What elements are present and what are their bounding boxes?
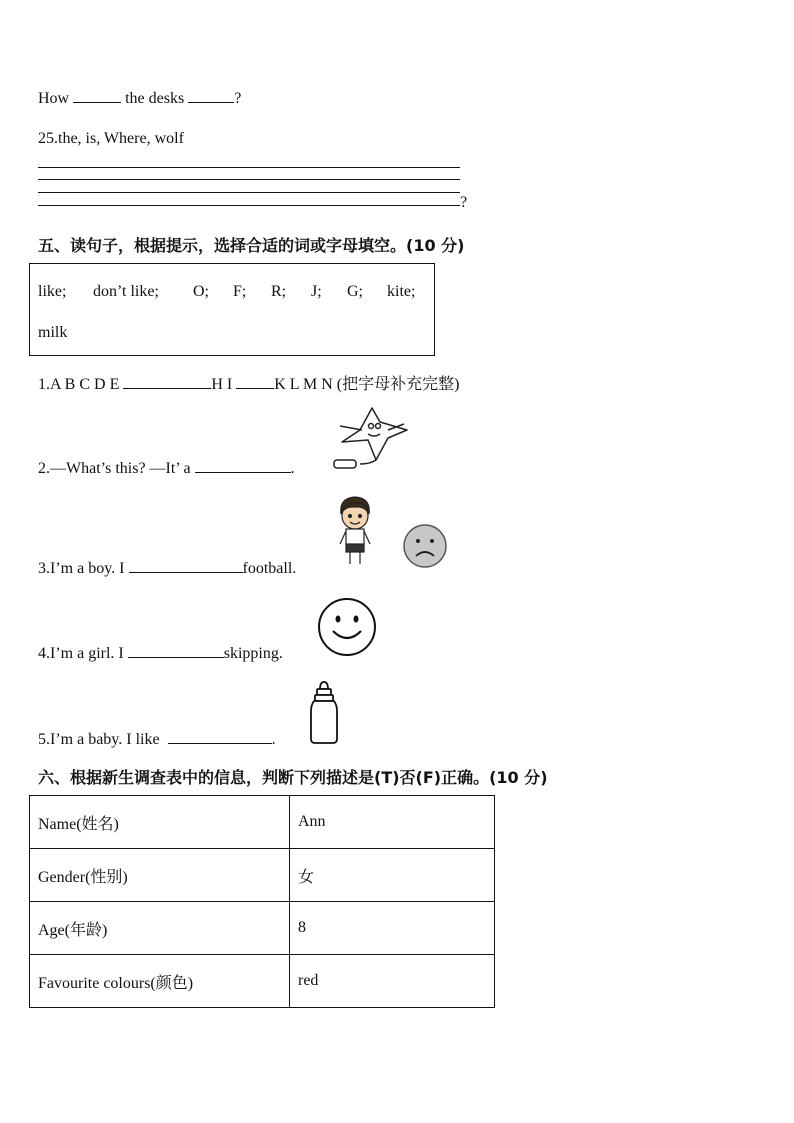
baby-bottle-icon [307,679,341,745]
s5-item-5-blank[interactable] [168,729,272,744]
word-bank-item: O; [193,283,209,300]
s5-item-4-post: skipping. [223,645,283,662]
s5-item-3-pre: 3.I’m a boy. I [38,560,125,577]
s5-item-3-post: football. [242,560,297,577]
s5-item-2-post: . [290,460,295,477]
table-row [30,902,495,955]
word-bank-item: F; [233,283,247,300]
s5-item-1-post: K L M N (把字母补充完整) [274,376,460,393]
q25-prompt: 25.the, is, Where, wolf [38,130,184,147]
s5-item-1 [38,371,459,394]
table-cell: 女 [290,849,495,902]
table-cell: Name(姓名) [30,796,290,849]
word-bank-item: kite; [387,283,416,300]
s5-item-4-pre: 4.I’m a girl. I [38,645,124,662]
table-row [30,955,495,1008]
q24-blank-1[interactable] [73,88,121,103]
s5-item-1-pre: 1.A B C D E [38,376,120,393]
q24-blank-2[interactable] [188,88,234,103]
table-row [30,796,495,849]
kite-icon [330,404,410,472]
word-bank [29,263,435,356]
q25-answer-line-1[interactable] [38,167,460,168]
s5-item-1-blank-2[interactable] [236,374,274,389]
survey-table [29,795,495,1008]
word-bank-item: milk [38,324,68,341]
section5-heading: 五、读句子，根据提示，选择合适的词或字母填空。(10 分) [38,236,465,255]
table-cell: Age(年龄) [30,902,290,955]
s5-item-5 [38,729,276,749]
word-bank-item: don’t like; [93,283,159,300]
q25-answer-line-2[interactable] [38,179,460,180]
s5-item-1-blank-1[interactable] [123,374,211,389]
table-cell: Favourite colours(颜色) [30,955,290,1008]
table-cell: Gender(性别) [30,849,290,902]
s5-item-5-pre: 5.I’m a baby. I like [38,731,160,748]
word-bank-item: R; [271,283,287,300]
boy-icon [333,494,377,568]
q25-end-mark: ? [460,194,468,211]
word-bank-item: J; [311,283,322,300]
table-row [30,849,495,902]
q24-qmark: ? [234,90,242,107]
q24-the-desks: the desks [125,90,185,107]
s5-item-2 [38,458,295,478]
s5-item-3-blank[interactable] [129,558,243,573]
word-bank-item: G; [347,283,363,300]
section6-heading: 六、根据新生调查表中的信息，判断下列描述是(T)否(F)正确。(10 分) [38,768,548,787]
s5-item-5-post: . [271,731,276,748]
q25-answer-line-3[interactable] [38,192,460,193]
s5-item-1-mid: H I [211,376,233,393]
table-cell: 8 [290,902,495,955]
s5-item-4 [38,643,283,663]
q24-how: How [38,90,70,107]
table-cell: red [290,955,495,1008]
sad-face-icon [402,523,448,569]
s5-item-2-blank[interactable] [195,458,291,473]
s5-item-3 [38,558,296,578]
happy-face-icon [317,597,377,657]
word-bank-item: like; [38,283,67,300]
q25-answer-line-4[interactable] [38,205,460,206]
s5-item-4-blank[interactable] [128,643,224,658]
q24-line [38,88,241,108]
s5-item-2-pre: 2.—What’s this? —It’ a [38,460,191,477]
table-cell: Ann [290,796,495,849]
